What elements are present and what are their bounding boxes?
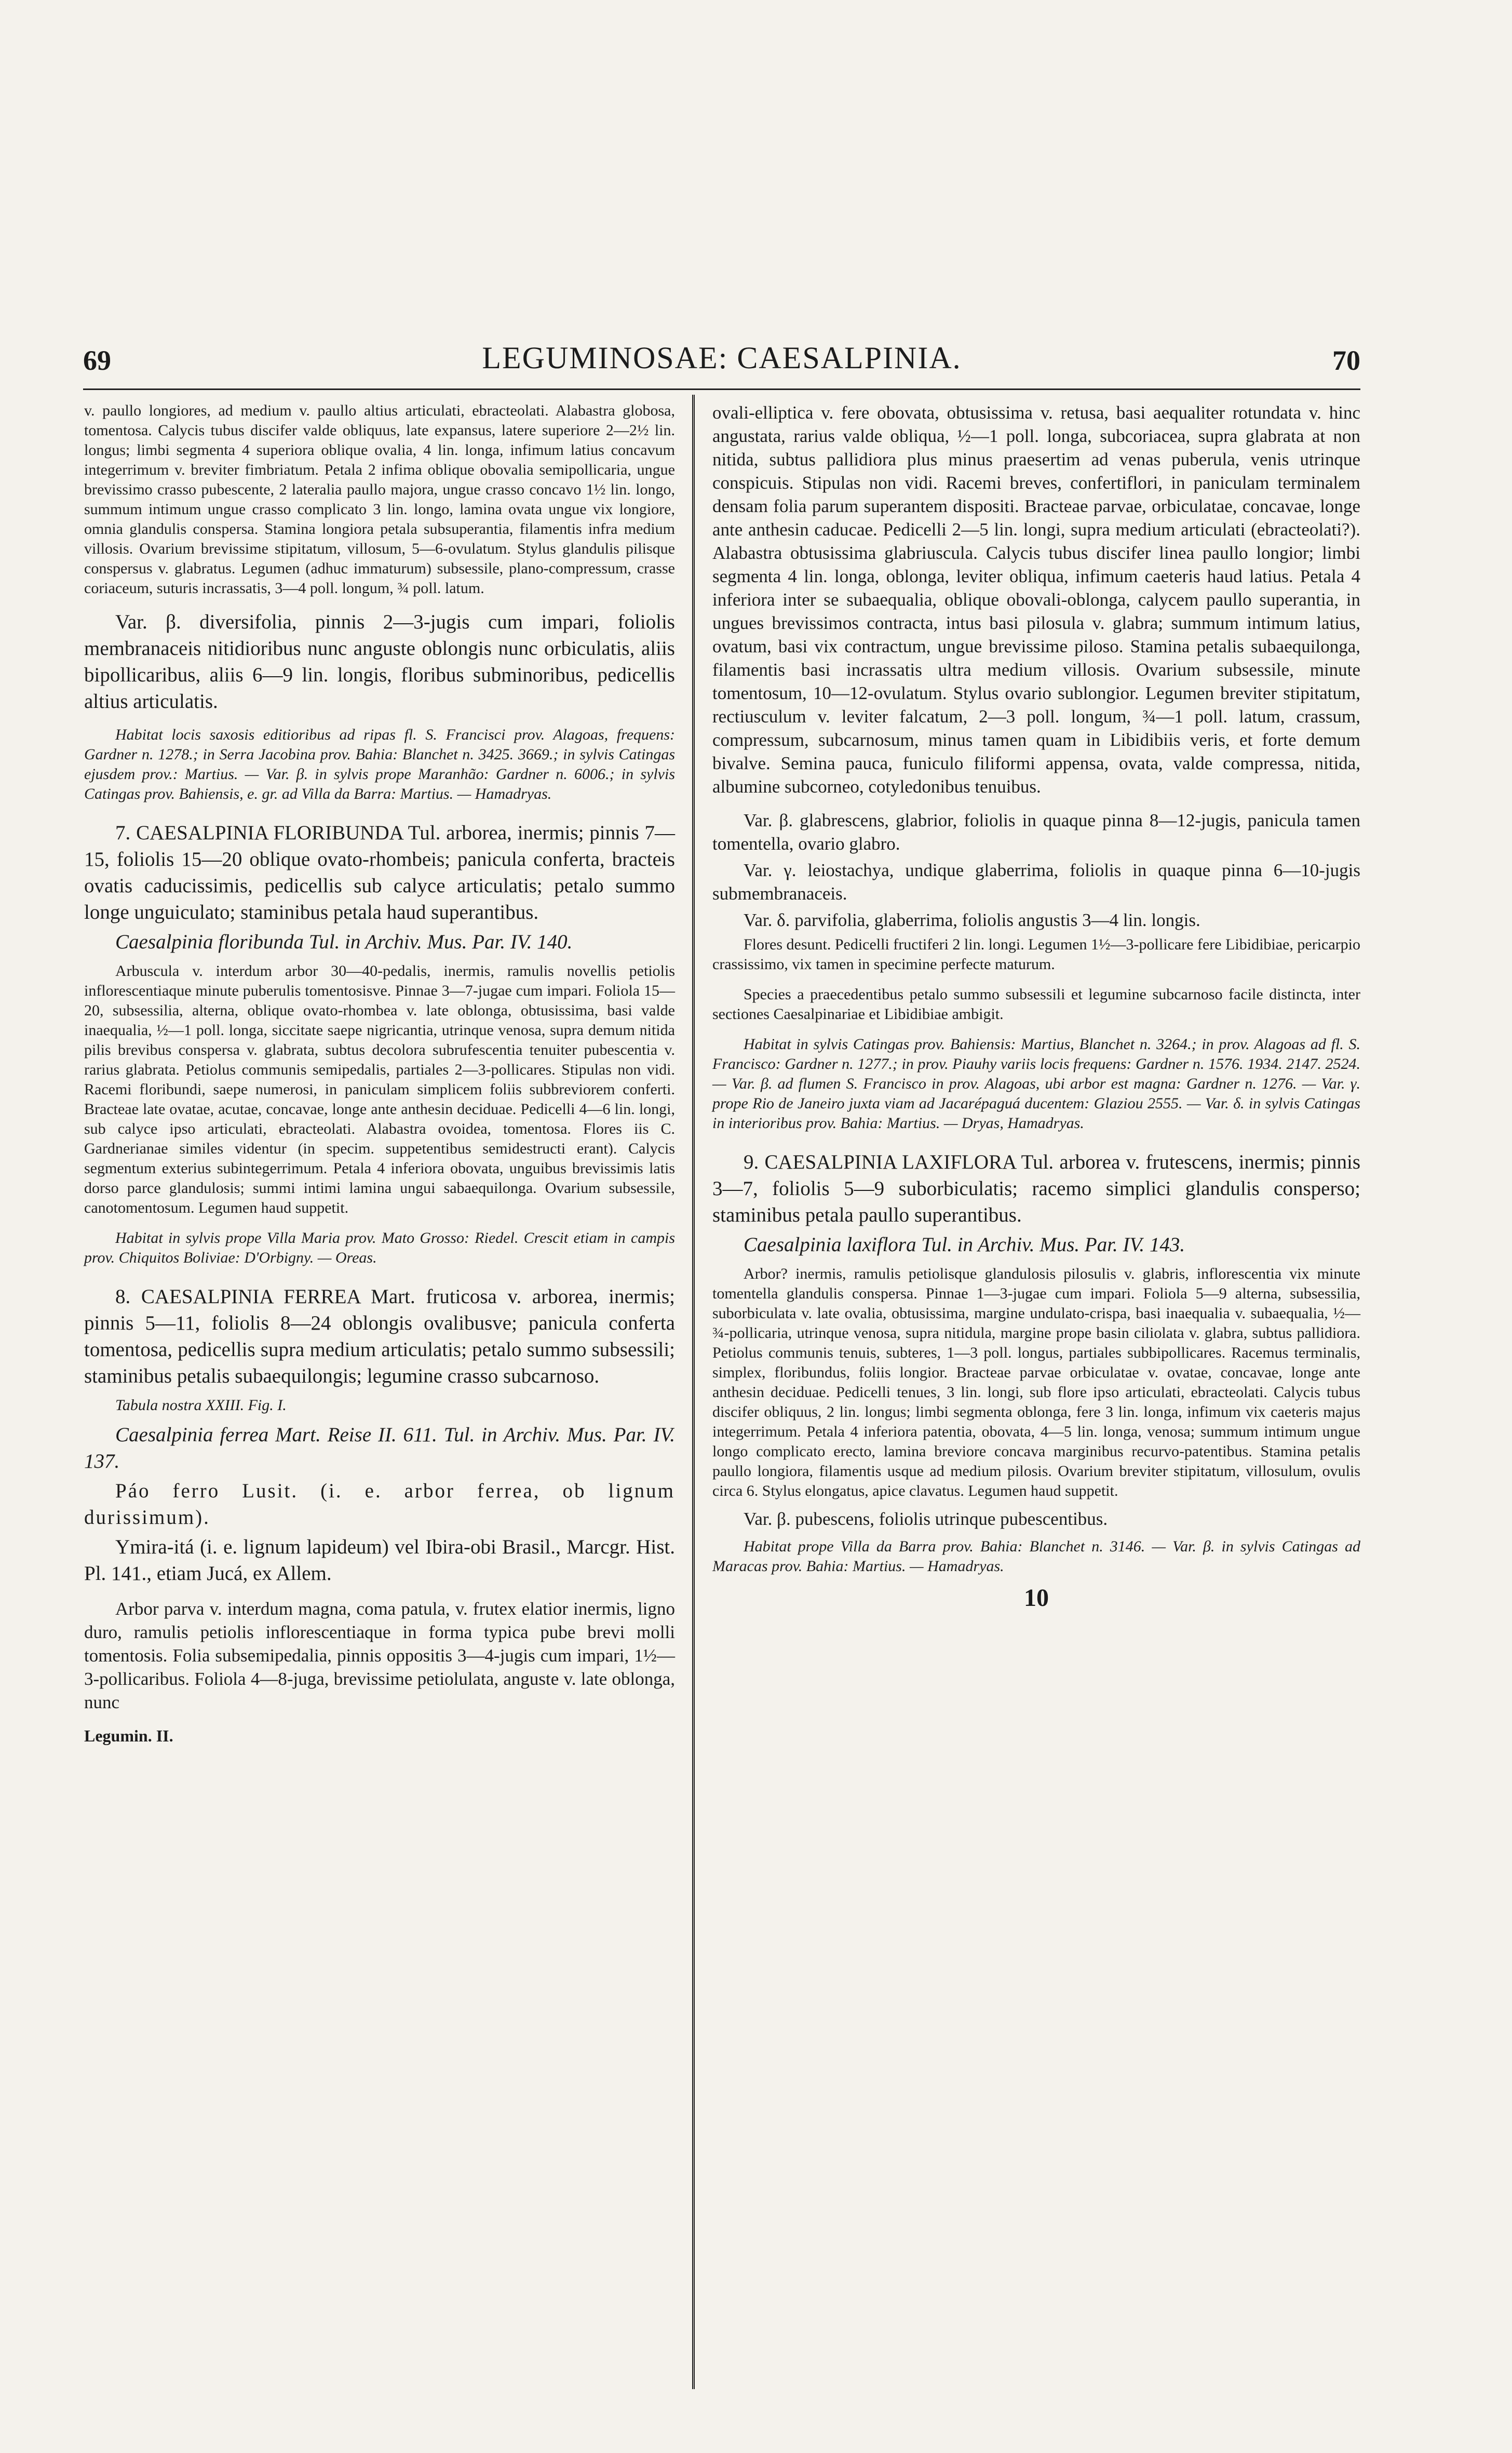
species-8-description: Arbor parva v. interdum magna, coma patula, v. frutex elatior inermis, ligno duro, ramulis petiolis inflorescentiaque in forma typica pube brevi molli tomentosis. Folia subsemipedalia, pinnis oppositis 3—4-jugis cum impari, 1½—3-pollicaribus. Foliola 4—8-juga, brevissime petiolulata, anguste v. late oblonga, nunc: [84, 1599, 675, 1712]
species-9-habitat: Habitat prope Villa da Barra prov. Bahia: Blanchet n. 3146. — Var. β. in sylvis Catingas ad Maracas prov. Bahia: Martius. — Hamadryas.: [712, 1538, 1360, 1575]
variety-gamma: Var. γ. leiostachya, undique glaberrima, foliolis in quaque pinna 6—10-jugis submembranaceis.: [712, 860, 1360, 904]
species-8-habitat: Habitat in sylvis Catingas prov. Bahiensis: Martius, Blanchet n. 3264.; in prov. Alagoas ad fl. S. Francisco: Gardner n. 1277.; in prov. Piauhy variis locis frequens: Gardner n. 1576. 1934. 2147. 2524. — Var. β. ad flumen S. Francisco in prov. Alagoas, ubi arbor est magna: Gardner n. 1276. — Var. γ. prope Rio de Janeiro juxta viam ad Jacarépaguá ducentem: Glaziou 2555. — Var. δ. in sylvis Catingas in interioribus prov. Bahia: Martius. — Dryas, Hamadryas.: [712, 1036, 1360, 1132]
page-number-left: 69: [83, 345, 111, 376]
habitat-paragraph: Habitat locis saxosis editioribus ad ripas fl. S. Francisci prov. Alagoas, frequens: Gardner n. 1278.; in Serra Jacobina prov. Bahia: Blanchet n. 3425. 3669.; in sylvis Catingas ejusdem prov.: Martius. — Var. β. in sylvis prope Maranhão: Gardner n. 6006.; in sylvis Catingas prov. Bahiensis, e. gr. ad Villa da Barra: Martius. — Hamadryas.: [84, 726, 675, 802]
header-rule: [83, 388, 1360, 390]
vernacular-name-1: Páo ferro Lusit. (i. e. arbor ferrea, ob lignum durissimum).: [84, 1480, 675, 1529]
running-title: LEGUMINOSAE: CAESALPINIA.: [482, 341, 962, 375]
paragraph-continuation: ovali-elliptica v. fere obovata, obtusissima v. retusa, basi aequaliter rotundata v. hinc angustata, rarius valde obliqua, ½—1 poll. longa, subcoriacea, supra glabrata at non nitida, subtus pallidiora plus minus praesertim ad venas puberula, venis utrinque conspicuis. Stipulas non vidi. Racemi breves, confertiflori, in paniculam terminalem densam folia parum superantem dispositi. Bracteae parvae, orbiculatae, concavae, longe ante anthesin caducae. Pedicelli 2—5 lin. longi, supra medium articulati (ebracteolati?). Alabastra obtusissima glabriuscula. Calycis tubus discifer linea paullo longior; limbi segmenta 4 lin. longa, oblonga, leviter obliqua, infimum caeteris haud latius. Petala 4 inferiora inter se subaequalia, oblique obovali-oblonga, calycem paullo superantia, in ungues brevissimos contracta, intus basi pilosula v. glabra; summum intimum latius, ovatum, basi vix contractum, ungue brevissime piloso. Stamina petalis subaequilonga, filamentis basi incrassatis ultra medium villosis. Ovarium subsessile, minute tomentosum, 10—12-ovulatum. Stylus ovario sublongior. Legumen breviter stipitatum, rectiusculum v. leviter falcatum, 2—3 poll. longum, ¾—1 poll. latum, crassum, compressum, subcarnosum, minus tamen quam in Libidibiis veris, et forte demum bivalve. Semina pauca, funiculo filiformi appensa, ovata, valde compressa, nitida, albumine subcorneo, cotyledonibus tenuibus.: [712, 403, 1360, 797]
left-column: [84, 401, 675, 1746]
paragraph-continuation: v. paullo longiores, ad medium v. paullo altius articulati, ebracteolati. Alabastra globosa, tomentosa. Calycis tubus discifer valde obliquus, late expansus, latere superiore 2—2½ lin. longus; limbi segmenta 4 superiora oblique ovalia, 4 lin. longa, infimum latius concavum integerrimum v. breviter fimbriatum. Petala 2 infima oblique obovalia semipollicaria, ungue brevissimo crasso pubescente, 2 lateralia paullo majora, ungue crasso concavo 1½ lin. longo, summum intimum ungue crasso complicato 3 lin. longo, lamina ovata ungue vix longiore, omnia glandulis conspersa. Stamina longiora petala subsuperantia, filamentis infra medium villosis. Ovarium brevissime stipitatum, villosum, 5—6-ovulatum. Stylus glandulis pilisque conspersus v. glabratus. Legumen (adhuc immaturum) subsessile, plano-compressum, crasse coriaceum, suturis incrassatis, 3—4 poll. longum, ¾ poll. latum.: [84, 402, 675, 597]
species-note: Species a praecedentibus petalo summo subsessili et legumine subcarnoso facile distincta, inter sectiones Caesalpinariae et Libidibiae ambigit.: [712, 986, 1360, 1023]
variety-delta: Var. δ. parvifolia, glaberrima, foliolis angustis 3—4 lin. longis.: [744, 910, 1200, 930]
species-7-description: Arbuscula v. interdum arbor 30—40-pedalis, inermis, ramulis novellis petiolis inflorescentiaque minute puberulis tomentosisve. Pinnae 3—7-jugae cum impari. Foliola 15—20, subsessilia, alterna, oblique ovato-rhombea v. late oblonga, obtusissima, basi valde inaequalia, ½—1 poll. longa, siccitate saepe nigricantia, utrinque venosa, supra demum nitida pilis brevibus conspersa v. glabrata, subtus decolora subrufescentia tenuiter pubescentia v. rarius glabrata. Petiolus communis semipedalis, partiales 2—3-pollicares. Stipulas non vidi. Racemi floribundi, saepe numerosi, in paniculam simplicem foliis subbreviorem conferti. Bracteae late ovatae, acutae, concavae, longe ante anthesin deciduae. Pedicelli 4—6 lin. longi, sub calyce ipso articulati, ebracteolati. Alabastra ovoidea, tomentosa. Flores iis C. Gardnerianae similes videntur (in specim. suppetentibus semidestructi erant). Calycis segmentum exterius subintegerrimum. Petala 4 inferiora obovata, unguibus brevissimis latis dorso parce glandulosis; summi intimi lamina ungui sabaequilonga. Ovarium subsessile, canotomentosum. Legumen haud suppetit.: [84, 962, 675, 1216]
species-7-habitat: Habitat in sylvis prope Villa Maria prov. Mato Grosso: Riedel. Crescit etiam in campis prov. Chiquitos Boliviae: D'Orbigny. — Oreas.: [84, 1229, 675, 1266]
running-header: [83, 340, 1360, 382]
species-9-variety-beta: Var. β. pubescens, foliolis utrinque pubescentibus.: [744, 1509, 1108, 1529]
vernacular-name-2: Ymira-itá (i. e. lignum lapideum) vel Ibira-obi Brasil., Marcgr. Hist. Pl. 141., etiam Jucá, ex Allem.: [84, 1536, 675, 1585]
species-7-diagnosis: 7. CAESALPINIA FLORIBUNDA Tul. arborea, inermis; pinnis 7—15, foliolis 15—20 oblique ovato-rhombeis; panicula conferta, bracteis ovatis caducissimis, pedicellis sub calyce articulatis; petalo summo longe unguiculato; staminibus petala haud superantibus.: [84, 822, 675, 923]
page-number-right: 70: [1332, 345, 1360, 376]
fruit-note: Flores desunt. Pedicelli fructiferi 2 lin. longi. Legumen 1½—3-pollicare fere Libidibiae, pericarpio crassissimo, vix tamen in specimine perfecte maturum.: [712, 936, 1360, 973]
right-column: [712, 401, 1360, 1612]
plate-reference: Tabula nostra XXIII. Fig. I.: [115, 1397, 287, 1414]
species-8-diagnosis: 8. CAESALPINIA FERREA Mart. fruticosa v. arborea, inermis; pinnis 5—11, foliolis 8—24 oblongis ovalibusve; panicula conferta tomentosa, pedicellis supra medium articulatis; petalo summo subsessili; staminibus petalis subaequilongis; legumine crasso subcarnoso.: [84, 1285, 675, 1387]
signature-footer: Legumin. II.: [84, 1726, 173, 1745]
species-9-description: Arbor? inermis, ramulis petiolisque glandulosis pilosulis v. glabris, inflorescentia vix minute tomentella glandulis conspersa. Pinnae 1—3-jugae cum impari. Foliola 5—9 alterna, subsessilia, suborbiculata v. late ovalia, obtusissima, margine undulato-crispa, basi inaequalia v. subaequalia, ½—¾-pollicaria, utrinque venosa, supra nitidula, margine prope basin ciliolata v. glabra, subtus pallidiora. Petiolus communis tenuis, subteres, 1—3 poll. longus, partiales subbipollicares. Racemus terminalis, simplex, floribundus, foliis longior. Bracteae parvae orbiculatae v. ovatae, concavae, longe ante anthesin deciduae. Pedicelli tenues, 3 lin. longi, sub flore ipso articulati, ebracteolati. Calycis tubus discifer obliquus, 2 lin. longus; limbi segmenta oblonga, fere 3 lin. longa, infimum vix caeteris majus integerrimum. Petala 4 inferiora patentia, obovata, 4—5 lin. longa, venosa; summum intimum ungue longo complicato erecto, lamina breviore concava marginibus recurvo-patentibus. Stamina petalis paullo longiora, filamentis usque ad medium pilosis. Ovarium breviter stipitatum, villosulum, ovulis circa 6. Stylus elongatus, apice clavatus. Legumen haud suppetit.: [712, 1265, 1360, 1499]
species-7-reference: Caesalpinia floribunda Tul. in Archiv. Mus. Par. IV. 140.: [115, 931, 573, 953]
species-8-reference: Caesalpinia ferrea Mart. Reise II. 611. Tul. in Archiv. Mus. Par. IV. 137.: [84, 1424, 675, 1472]
species-9-reference: Caesalpinia laxiflora Tul. in Archiv. Mus. Par. IV. 143.: [744, 1234, 1185, 1256]
column-divider: [692, 395, 695, 2389]
variety-beta: Var. β. diversifolia, pinnis 2—3-jugis cum impari, foliolis membranaceis nitidioribus nunc anguste oblongis nunc orbiculatis, aliis bipollicaribus, aliis 6—9 lin. longis, floribus subminoribus, pedicellis altius articulatis.: [84, 611, 675, 713]
gathering-signature: 10: [1024, 1584, 1049, 1612]
variety-beta: Var. β. glabrescens, glabrior, foliolis in quaque pinna 8—12-jugis, panicula tamen tomentella, ovario glabro.: [712, 810, 1360, 854]
species-9-diagnosis: 9. CAESALPINIA LAXIFLORA Tul. arborea v. frutescens, inermis; pinnis 3—7, foliolis 5—9 suborbiculatis; racemo simplici glandulis consperso; staminibus petala paullo superantibus.: [712, 1151, 1360, 1226]
